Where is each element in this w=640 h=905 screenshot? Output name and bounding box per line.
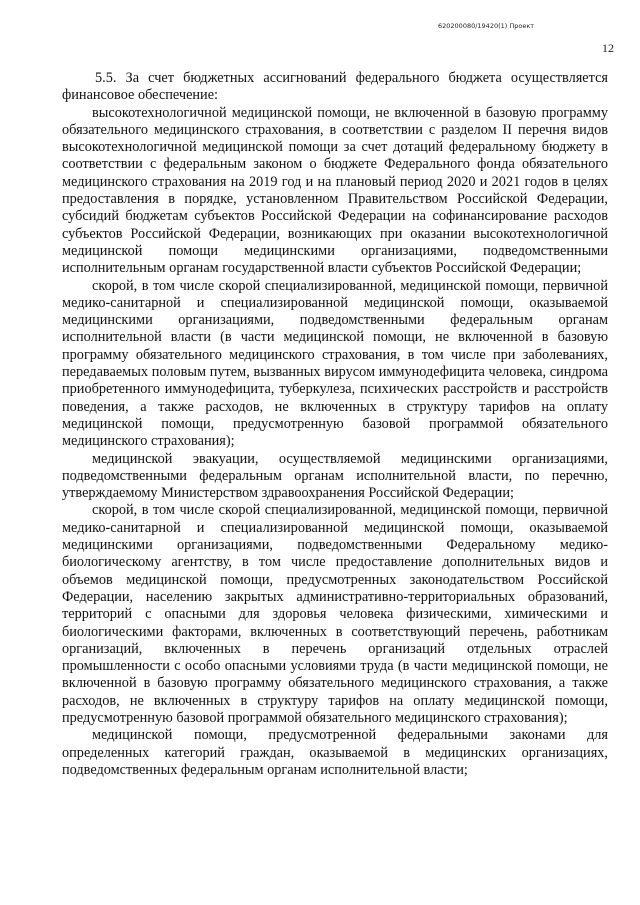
paragraph-medical-evacuation: медицинской эвакуации, осуществляемой медицинскими организациями, подведомственными федеральным органам исполнительной власти, по перечню, утверждаемому Министерством здравоохранения Российской Федерации; xyxy=(62,450,608,502)
paragraph-high-tech-care: высокотехнологичной медицинской помощи, не включенной в базовую программу обязательного медицинского страхования, в соответствии с разделом II перечня видов высокотехнологичной медицинской помощи за счет дотаций федеральному бюджету в соответствии с федеральным законом о бюджете Федерального фонда обязательного медицинского страхования на 2019 год и на плановый период 2020 и 2021 годов в целях предоставления в порядке, установленном Правительством Российской Федерации, субсидий бюджетам субъектов Российской Федерации на софинансирование расходов субъектов Российской Федерации, возникающих при оказании высокотехнологичной медицинской помощи медицинскими организациями, подведомственными исполнительным органам государственной власти субъектов Российской Федерации; xyxy=(62,104,608,277)
document-body xyxy=(62,70,608,779)
page-number: 12 xyxy=(602,41,614,55)
paragraph-emergency-care-federal: скорой, в том числе скорой специализированной, медицинской помощи, первичной медико-санитарной и специализированной медицинской помощи, оказываемой медицинскими организациями, подведомственными федеральным органам исполнительной власти (в части медицинской помощи, не включенной в базовую программу обязательного медицинского страхования, в том числе при заболеваниях, передаваемых половым путем, вызванных вирусом иммунодефицита человека, синдрома приобретенного иммунодефицита, туберкулеза, психических расстройств и расстройств поведения, а также расходов, не включенных в структуру тарифов на оплату медицинской помощи, предусмотренную базовой программой обязательного медицинского страхования); xyxy=(62,277,608,450)
paragraph-fmba-care: скорой, в том числе скорой специализированной, медицинской помощи, первичной медико-санитарной и специализированной медицинской помощи, оказываемой медицинскими организациями, подведомственными Федеральному медико-биологическому агентству, в том числе предоставление дополнительных видов и объемов медицинской помощи, предусмотренных законодательством Российской Федерации, населению закрытых административно-территориальных образований, территорий с опасными для здоровья человека физическими, химическими и биологическими факторами, включенных в соответствующий перечень, работникам организаций, включенных в перечень организаций отдельных отраслей промышленности с особо опасными условиями труда (в части медицинской помощи, не включенной в базовую программу обязательного медицинского страхования, а также расходов, не включенных в структуру тарифов на оплату медицинской помощи, предусмотренную базовой программой обязательного медицинского страхования); xyxy=(62,502,608,726)
paragraph-special-categories: медицинской помощи, предусмотренной федеральными законами для определенных категорий граждан, оказываемой в медицинских организациях, подведомственных федеральным органам исполнительной власти; xyxy=(62,727,608,778)
document-code: 620200080/19420(1) Проект xyxy=(438,22,535,30)
paragraph-intro: 5.5. За счет бюджетных ассигнований федерального бюджета осуществляется финансовое обеспечение: xyxy=(62,70,608,104)
